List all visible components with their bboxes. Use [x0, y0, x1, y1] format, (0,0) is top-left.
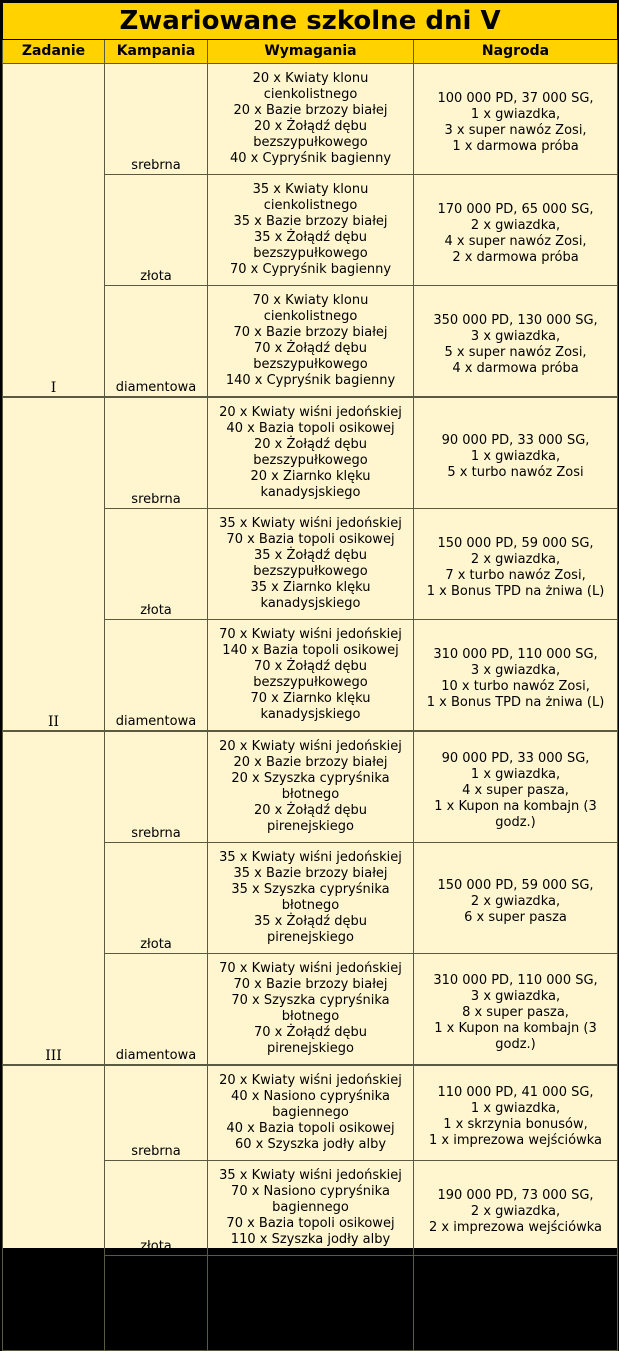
campaign-cell: diamentowa: [105, 286, 208, 398]
requirements-cell: 20 x Kwiaty wiśni jedońskiej 40 x Nasiono cypryśnika bagiennego 40 x Bazia topoli osikowej 60 x Szyszka jodły alby: [208, 1065, 414, 1161]
header-campaign: Kampania: [105, 40, 208, 64]
reward-cell: 390 000 PD, 140 000 SG, 3 x gwiazdka, 1 x skrzynia bonusów, 2 x imprezowa wejściówka: [414, 1256, 618, 1351]
campaign-cell: złota: [105, 1161, 208, 1256]
campaign-cell: srebrna: [105, 731, 208, 843]
task-name: I: [3, 64, 105, 398]
campaign-cell: diamentowa: [105, 954, 208, 1066]
reward-cell: 110 000 PD, 41 000 SG, 1 x gwiazdka, 1 x skrzynia bonusów, 1 x imprezowa wejściówka: [414, 1065, 618, 1161]
reward-cell: 350 000 PD, 130 000 SG, 3 x gwiazdka, 5 x super nawóz Zosi, 4 x darmowa próba: [414, 286, 618, 398]
campaign-cell: diamentowa: [105, 1256, 208, 1351]
campaign-cell: złota: [105, 509, 208, 620]
quest-table: [2, 2, 618, 1351]
requirements-cell: 20 x Kwiaty wiśni jedońskiej 40 x Bazia topoli osikowej 20 x Żołądź dębu bezszypułkowego 20 x Ziarnko klęku kanadysjskiego: [208, 397, 414, 509]
reward-cell: 150 000 PD, 59 000 SG, 2 x gwiazdka, 7 x turbo nawóz Zosi, 1 x Bonus TPD na żniwa (L): [414, 509, 618, 620]
requirements-cell: 35 x Kwiaty wiśni jedońskiej 70 x Bazia topoli osikowej 35 x Żołądź dębu bezszypułkowego 35 x Ziarnko klęku kanadysjskiego: [208, 509, 414, 620]
campaign-cell: srebrna: [105, 1065, 208, 1161]
campaign-cell: srebrna: [105, 64, 208, 175]
campaign-cell: srebrna: [105, 397, 208, 509]
requirements-cell: 35 x Kwiaty wiśni jedońskiej 35 x Bazie brzozy białej 35 x Szyszka cypryśnika błotnego 35 x Żołądź dębu pirenejskiego: [208, 843, 414, 954]
table-row: [3, 1065, 618, 1161]
reward-cell: 170 000 PD, 65 000 SG, 2 x gwiazdka, 4 x super nawóz Zosi, 2 x darmowa próba: [414, 175, 618, 286]
reward-cell: 310 000 PD, 110 000 SG, 3 x gwiazdka, 8 x super pasza, 1 x Kupon na kombajn (3 godz.): [414, 954, 618, 1066]
reward-cell: 90 000 PD, 33 000 SG, 1 x gwiazdka, 5 x turbo nawóz Zosi: [414, 397, 618, 509]
task-name: III: [3, 731, 105, 1065]
header-reward: Nagroda: [414, 40, 618, 64]
requirements-cell: 35 x Kwiaty klonu cienkolistnego 35 x Bazie brzozy białej 35 x Żołądź dębu bezszypułkowego 70 x Cypryśnik bagienny: [208, 175, 414, 286]
task-name: IV: [3, 1065, 105, 1351]
requirements-cell: 70 x Kwiaty wiśni jedońskiej 70 x Bazie brzozy białej 70 x Szyszka cypryśnika błotnego 70 x Żołądź dębu pirenejskiego: [208, 954, 414, 1066]
campaign-cell: diamentowa: [105, 620, 208, 732]
header-requirements: Wymagania: [208, 40, 414, 64]
requirements-cell: 35 x Kwiaty wiśni jedońskiej 70 x Nasiono cypryśnika bagiennego 70 x Bazia topoli osikowej 110 x Szyszka jodły alby: [208, 1161, 414, 1256]
task-name: II: [3, 397, 105, 731]
table-row: [3, 731, 618, 843]
quest-table-body: [3, 64, 618, 1351]
requirements-cell: 20 x Kwiaty klonu cienkolistnego 20 x Bazie brzozy białej 20 x Żołądź dębu bezszypułkowego 40 x Cypryśnik bagienny: [208, 64, 414, 175]
requirements-cell: 20 x Kwiaty wiśni jedońskiej 20 x Bazie brzozy białej 20 x Szyszka cypryśnika błotnego 20 x Żołądź dębu pirenejskiego: [208, 731, 414, 843]
reward-cell: 90 000 PD, 33 000 SG, 1 x gwiazdka, 4 x super pasza, 1 x Kupon na kombajn (3 godz.): [414, 731, 618, 843]
table-row: [3, 64, 618, 175]
reward-cell: 310 000 PD, 110 000 SG, 3 x gwiazdka, 10 x turbo nawóz Zosi, 1 x Bonus TPD na żniwa (L): [414, 620, 618, 732]
reward-cell: 150 000 PD, 59 000 SG, 2 x gwiazdka, 6 x super pasza: [414, 843, 618, 954]
requirements-cell: 70 x Kwiaty klonu cienkolistnego 70 x Bazie brzozy białej 70 x Żołądź dębu bezszypułkowego 140 x Cypryśnik bagienny: [208, 286, 414, 398]
table-row: [3, 397, 618, 509]
reward-cell: 190 000 PD, 73 000 SG, 2 x gwiazdka, 2 x imprezowa wejściówka: [414, 1161, 618, 1256]
campaign-cell: złota: [105, 843, 208, 954]
table-title: Zwariowane szkolne dni V: [3, 3, 618, 40]
header-task: Zadanie: [3, 40, 105, 64]
campaign-cell: złota: [105, 175, 208, 286]
requirements-cell: 70 x Kwiaty wiśni jedońskiej 140 x Bazia topoli osikowej 70 x Żołądź dębu bezszypułkowego 70 x Ziarnko klęku kanadysjskiego: [208, 620, 414, 732]
requirements-cell: 70 x Kwiaty wiśni jedońskiej 140 x Nasiono cypryśnika bagiennego 140 x Bazia topoli osikowej 220 x Szyszka jodły alby: [208, 1256, 414, 1351]
reward-cell: 100 000 PD, 37 000 SG, 1 x gwiazdka, 3 x super nawóz Zosi, 1 x darmowa próba: [414, 64, 618, 175]
